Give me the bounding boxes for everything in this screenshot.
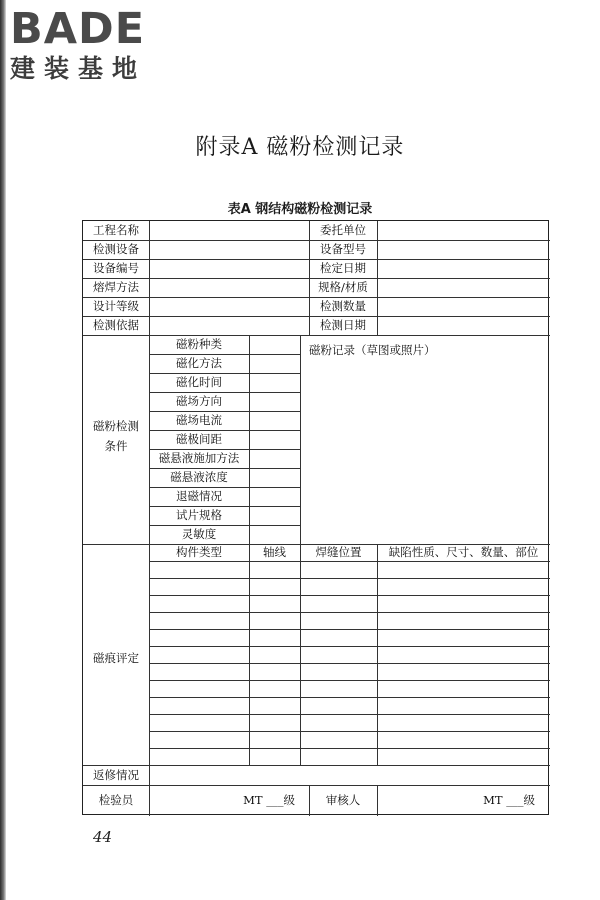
table-rule [149, 765, 150, 785]
evaluation-section-label: 磁痕评定 [93, 651, 139, 665]
logo-wordmark: BADE [10, 4, 146, 54]
header-right-label: 检定日期 [320, 261, 366, 275]
table-rule [83, 785, 550, 786]
table-rule [83, 765, 550, 766]
table-rule [249, 335, 250, 544]
condition-item-label: 磁极间距 [176, 432, 222, 446]
header-left-label: 工程名称 [93, 223, 139, 237]
header-right-label: 检测数量 [320, 299, 366, 313]
table-rule [309, 221, 310, 335]
logo-chinese-name: 建装基地 [10, 54, 147, 83]
header-left-label: 检测依据 [93, 318, 139, 332]
condition-item-label: 磁悬液浓度 [170, 470, 228, 484]
inspector-label: 检验员 [98, 793, 134, 807]
page-number: 44 [93, 828, 113, 846]
table-rule [149, 612, 550, 613]
condition-item-label: 试片规格 [176, 508, 222, 522]
evaluation-column-header: 缺陷性质、尺寸、数量、部位 [388, 545, 539, 559]
evaluation-column-header: 轴线 [263, 545, 286, 559]
table-rule [149, 697, 550, 698]
condition-item-label: 磁场电流 [176, 413, 222, 427]
magnetic-record-label: 磁粉记录（草图或照片） [309, 343, 436, 357]
inspection-record-table [82, 220, 549, 815]
table-rule [149, 680, 550, 681]
evaluation-column-header: 构件类型 [176, 545, 222, 559]
table-rule [149, 714, 550, 715]
table-rule [149, 663, 550, 664]
header-right-label: 设备型号 [320, 242, 366, 256]
page-title: 附录A 磁粉检测记录 [195, 135, 405, 160]
table-rule [149, 629, 550, 630]
header-left-label: 检测设备 [93, 242, 139, 256]
inspector-level: MT ___级 [243, 793, 295, 807]
table-rule [149, 646, 550, 647]
brand-logo [10, 6, 146, 84]
header-left-label: 设计等级 [93, 299, 139, 313]
repair-label: 返修情况 [93, 768, 139, 782]
table-rule [300, 335, 301, 544]
condition-item-label: 灵敏度 [181, 527, 217, 541]
header-right-label: 规格/材质 [318, 280, 368, 294]
table-rule [149, 578, 550, 579]
condition-item-label: 磁场方向 [176, 394, 222, 408]
condition-item-label: 磁悬液施加方法 [158, 451, 240, 465]
table-rule [149, 748, 550, 749]
table-rule [377, 221, 378, 335]
table-rule [149, 595, 550, 596]
header-left-label: 熔焊方法 [93, 280, 139, 294]
table-rule [149, 561, 550, 562]
reviewer-label: 审核人 [325, 793, 361, 807]
evaluation-column-header: 焊缝位置 [315, 545, 362, 559]
condition-item-label: 退磁情况 [176, 489, 222, 503]
condition-item-label: 磁化方法 [176, 356, 222, 370]
condition-item-label: 磁化时间 [176, 375, 222, 389]
conditions-section-label: 磁粉检测 [93, 419, 139, 433]
table-rule [149, 221, 150, 335]
header-right-label: 委托单位 [320, 223, 366, 237]
reviewer-level: MT ___级 [483, 793, 535, 807]
header-left-label: 设备编号 [93, 261, 139, 275]
table-rule [149, 731, 550, 732]
condition-item-label: 磁粉种类 [176, 337, 222, 351]
header-right-label: 检测日期 [320, 318, 366, 332]
table-title: 表A 钢结构磁粉检测记录 [227, 202, 373, 217]
conditions-section-label: 条件 [104, 439, 128, 453]
